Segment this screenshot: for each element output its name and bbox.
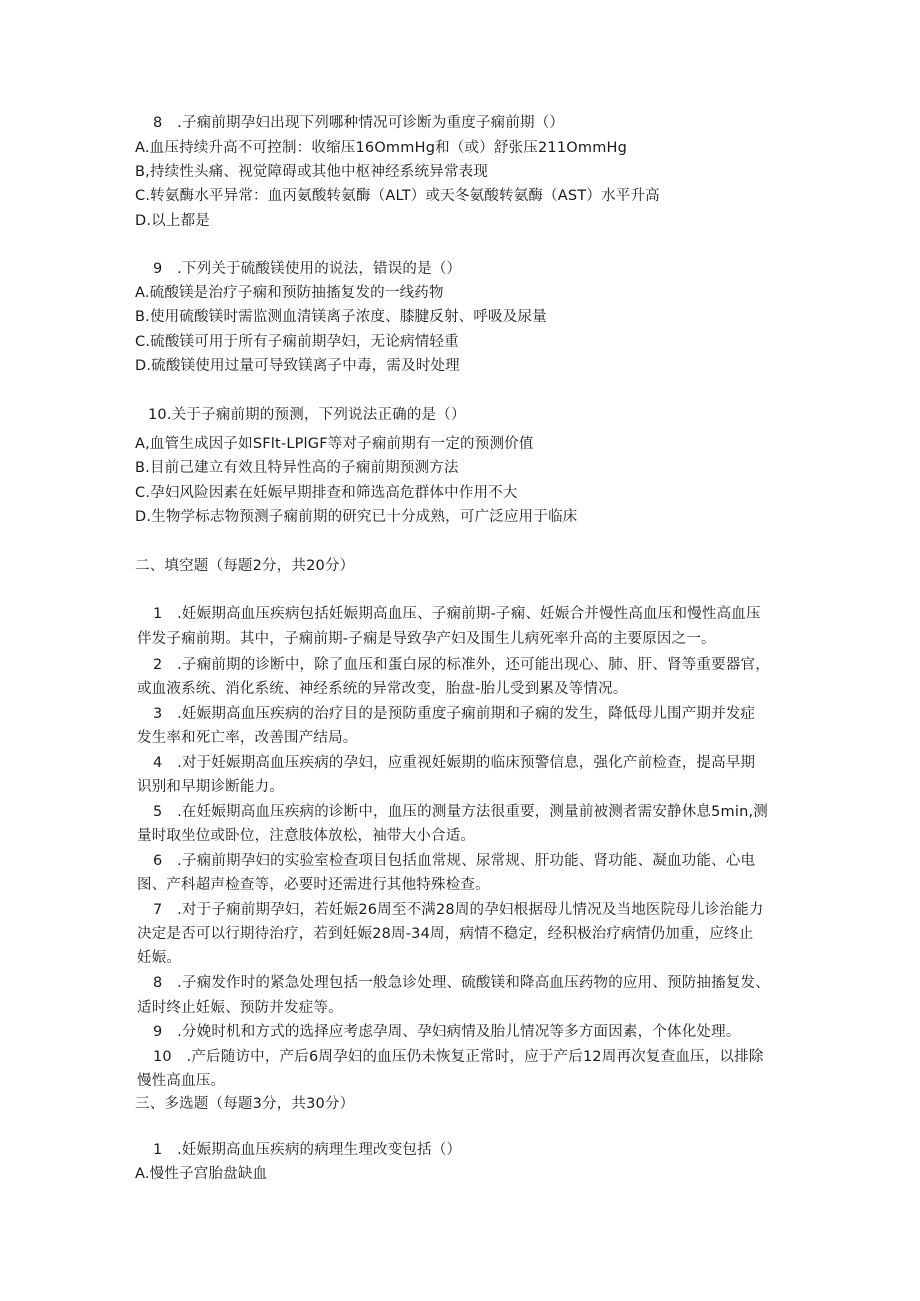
fill-in-line: 图、产科超声检查等，必要时还需进行其他特殊检查。 [137, 877, 490, 893]
fill-in-line: 4 .对于妊娠期高血压疾病的孕妇，应重视妊娠期的临床预警信息，强化产前检查，提高早期 [153, 755, 756, 771]
q8-option-c: C.转氨酶水平异常：血丙氨酸转氨酶（ALT）或天冬氨酸转氨酶（AST）水平升高 [135, 188, 660, 204]
multi-q1-stem: 1 .妊娠期高血压疾病的病理生理改变包括（） [153, 1142, 462, 1158]
fill-in-line: 适时终止妊娠、预防并发症等。 [137, 1000, 343, 1016]
q10-option-b: B.目前己建立有效且特异性高的子痫前期预测方法 [135, 460, 459, 476]
q8-option-a: A.血压持续升高不可控制：收缩压16OmmHg和（或）舒张压211OmmHg [135, 140, 628, 156]
fill-in-line: 5 .在妊娠期高血压疾病的诊断中，血压的测量方法很重要，测量前被测者需安静休息5min,测 [153, 804, 769, 820]
q8-stem: 8 .子痫前期孕妇出现下列哪种情况可诊断为重度子痫前期（） [153, 115, 565, 131]
fill-in-line: 发生率和死亡率，改善围产结局。 [137, 730, 358, 746]
section-heading-multi-choice: 三、多选题（每题3分，共30分） [135, 1096, 355, 1112]
fill-in-line: 8 .子痫发作时的紧急处理包括一般急诊处理、硫酸镁和降高血压药物的应用、预防抽搐复发、 [153, 975, 770, 991]
q10-option-a: A,血管生成因子如SFlt-LPlGF等对子痫前期有一定的预测价值 [135, 436, 534, 452]
q9-stem: 9 .下列关于硫酸镁使用的说法，错误的是（） [153, 261, 462, 277]
fill-in-line: 慢性高血压。 [137, 1073, 226, 1089]
q9-option-c: C.硫酸镁可用于所有子痫前期孕妇，无论病情轻重 [135, 334, 459, 350]
fill-in-line: 7 .对于子痫前期孕妇，若妊娠26周至不满28周的孕妇根据母儿情况及当地医院母儿诊治能力 [153, 902, 764, 918]
fill-in-line: 1 .妊娠期高血压疾病包括妊娠期高血压、子痫前期-子痫、妊娠合并慢性高血压和慢性高血压 [153, 606, 761, 622]
section-heading-fill-in: 二、填空题（每题2分，共20分） [135, 558, 355, 574]
q8-option-d: D.以上都是 [135, 213, 210, 229]
fill-in-line: 识别和早期诊断能力。 [137, 779, 284, 795]
fill-in-line: 量时取坐位或卧位，注意肢体放松，袖带大小合适。 [137, 828, 476, 844]
q9-option-a: A.硫酸镁是治疗子痫和预防抽搐复发的一线药物 [135, 285, 444, 301]
fill-in-line: 或血液系统、消化系统、神经系统的异常改变，胎盘-胎儿受到累及等情况。 [137, 681, 628, 697]
fill-in-line: 伴发子痫前期。其中，子痫前期-子痫是导致孕产妇及围生儿病死率升高的主要原因之一。 [137, 631, 716, 647]
fill-in-line: 妊娠。 [137, 950, 182, 966]
fill-in-line: 决定是否可以行期待治疗，若到妊娠28周-34周，病情不稳定，经积极治疗病情仍加重，应终止 [137, 926, 754, 942]
q9-option-d: D.硫酸镁使用过量可导致镁离子中毒，需及时处理 [135, 358, 460, 374]
fill-in-line: 10 .产后随访中，产后6周孕妇的血压仍未恢复正常时，应于产后12周再次复查血压，以排除 [153, 1049, 764, 1065]
fill-in-line: 3 .妊娠期高血压疾病的治疗目的是预防重度子痫前期和子痫的发生，降低母儿围产期并发症 [153, 706, 756, 722]
multi-q1-option-a: A.慢性子宫胎盘缺血 [135, 1166, 268, 1182]
fill-in-line: 9 .分娩时机和方式的选择应考虑孕周、孕妇病情及胎儿情况等多方面因素，个体化处理。 [153, 1024, 741, 1040]
fill-in-line: 6 .子痫前期孕妇的实验室检查项目包括血常规、尿常规、肝功能、肾功能、凝血功能、心电 [153, 853, 756, 869]
q10-option-c: C.孕妇风险因素在妊娠早期排查和筛选高危群体中作用不大 [135, 485, 518, 501]
q10-option-d: D.生物学标志物预测子痫前期的研究已十分成熟，可广泛应用于临床 [135, 509, 578, 525]
q9-option-b: B.使用硫酸镁时需监测血清镁离子浓度、膝腱反射、呼吸及尿量 [135, 309, 547, 325]
q10-stem: 10.关于子痫前期的预测，下列说法正确的是（） [148, 407, 466, 423]
q8-option-b: B,持续性头痛、视觉障碍或其他中枢神经系统异常表现 [135, 164, 489, 180]
fill-in-line: 2 .子痫前期的诊断中，除了血压和蛋白尿的标准外，还可能出现心、肺、肝、肾等重要器官， [153, 657, 770, 673]
